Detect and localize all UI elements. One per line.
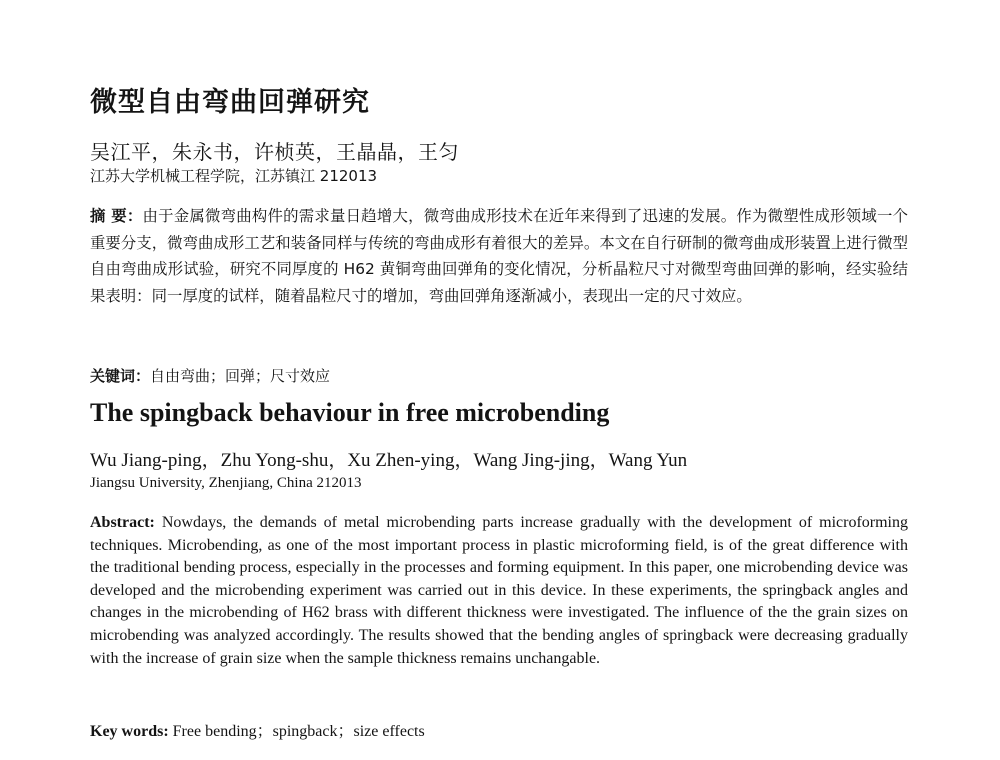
chinese-keywords-label: 关键词： xyxy=(90,367,151,385)
chinese-abstract-text: 由于金属微弯曲构件的需求量日趋增大，微弯曲成形技术在近年来得到了迅速的发展。作为微塑性成形领域一个重要分支，微弯曲成形工艺和装备同样与传统的弯曲成形有着很大的差异。本文在自行研制的微弯曲成形装置上进行微型自由弯曲成形试验，研究不同厚度的 H62 黄铜弯曲回弹角的变化情况，分析晶粒尺寸对微型弯曲回弹的影响，经实验结果表明：同一厚度的试样，随着晶粒尺寸的增加，弯曲回弹角逐渐减小，表现出一定的尺寸效应。 xyxy=(90,207,908,305)
chinese-title: 微型自由弯曲回弹研究 xyxy=(90,87,370,118)
english-keywords xyxy=(90,718,425,741)
english-keywords-label: Key words: xyxy=(90,723,169,740)
chinese-abstract xyxy=(90,203,908,309)
chinese-abstract-label: 摘 要： xyxy=(90,207,143,225)
english-abstract-text: Nowdays, the demands of metal microbending parts increase gradually with the development of microforming techniques. Microbending, as one of the most important process in plastic microforming field, is of the great difference with the traditional bending process, especially in the processes and forming equipment. In this paper, one microbending device was developed and the microbending experiment was carried out in this device. In these experiments, the springback angles and changes in the microbending of H62 brass with different thickness were investigated. The influence of the the grain sizes on microbending was analyzed accordingly. The results showed that the bending angles of springback were decreasing gradually with the increase of grain size when the sample thickness remains unchangable. xyxy=(90,514,908,667)
chinese-keywords xyxy=(90,365,330,386)
chinese-keywords-text: 自由弯曲；回弹；尺寸效应 xyxy=(150,367,331,385)
chinese-affiliation: 江苏大学机械工程学院，江苏镇江 212013 xyxy=(90,167,378,185)
english-authors: Wu Jiang-ping，Zhu Yong-shu，Xu Zhen-ying，Wang Jing-jing，Wang Yun xyxy=(90,450,688,471)
english-affiliation: Jiangsu University, Zhenjiang, China 212013 xyxy=(90,475,362,491)
english-title: The spingback behaviour in free microbending xyxy=(90,398,610,427)
chinese-authors: 吴江平，朱永书，许桢英，王晶晶，王匀 xyxy=(90,140,459,164)
english-abstract xyxy=(90,512,908,670)
english-keywords-text: Free bending；spingback；size effects xyxy=(172,723,425,740)
english-abstract-label: Abstract: xyxy=(90,514,155,531)
